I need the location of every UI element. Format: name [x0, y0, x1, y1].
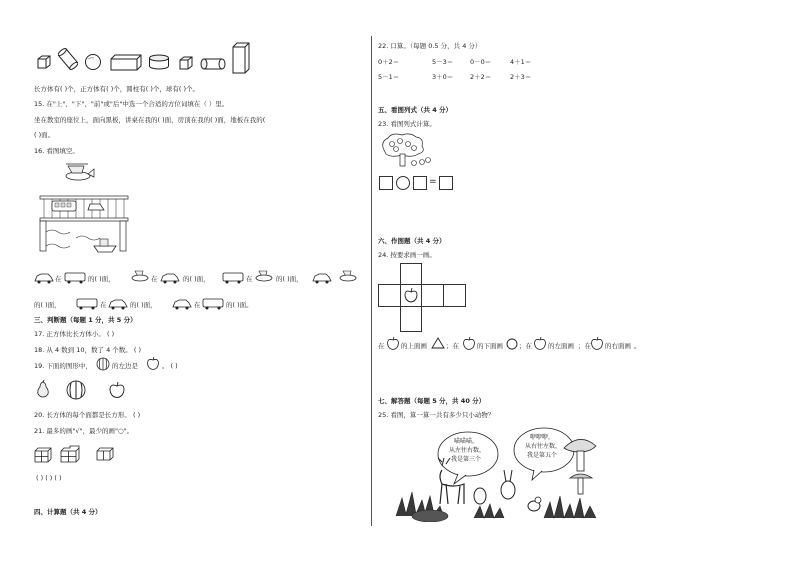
calc-r1-4: 4＋1＝	[510, 58, 532, 66]
q16-r2-b: 在	[100, 301, 107, 309]
plane-icon	[130, 270, 150, 284]
apple-icon	[403, 287, 419, 303]
q23-title: 23. 看图列式计算。	[378, 120, 436, 128]
q24-t2: ；在	[446, 342, 459, 350]
car-icon	[160, 272, 180, 284]
q15-line1: 坐在教室的座位上，面向黑板，讲桌在我的( )面，房顶在我的( )面，地板在我的(	[34, 116, 266, 124]
q24-t8: 。	[634, 342, 641, 350]
apple-icon	[590, 336, 604, 351]
plane-icon	[254, 270, 274, 284]
ball-icon	[84, 53, 102, 71]
q16-r1-f: 的( )面，	[276, 275, 303, 283]
plane-icon	[66, 164, 94, 180]
q24-t4: ；在	[519, 342, 532, 350]
bubble-left-line1: 喵喵喵，	[454, 438, 479, 445]
bus-icon	[202, 298, 224, 310]
cube-icon	[178, 55, 194, 71]
q24-t5: 的左面画	[548, 342, 574, 350]
apple-icon	[386, 336, 400, 351]
calc-r1-1: 0＋2＝	[378, 58, 400, 66]
q24-t7: 的右面画	[605, 342, 631, 350]
watermelon-icon	[96, 357, 110, 371]
q16-r2-a: 的( )面，	[34, 301, 61, 309]
animal-scene	[394, 426, 600, 522]
car-icon	[172, 298, 192, 310]
calc-r1-3: 0－0＝	[470, 58, 492, 66]
q17: 17. 正方体比长方体小。 ( )	[34, 330, 115, 338]
cube-icon	[36, 54, 52, 70]
q19-end: 。 ( )	[162, 362, 178, 370]
q19: 19. 下面的图形中，	[34, 362, 92, 370]
q16-r1-b: 的( )面，	[88, 275, 115, 283]
net-bottom-cell[interactable]	[400, 306, 422, 332]
cylinder-icon	[200, 58, 226, 70]
q24-t6: ；在	[578, 342, 591, 350]
calc-r2-2: 3＋0＝	[432, 73, 454, 81]
calc-r2-3: 2＋2＝	[470, 73, 492, 81]
answer-box-1[interactable]	[379, 176, 393, 190]
q16-r1-d: 的( )面，	[183, 275, 210, 283]
q16-r1-c: 在	[151, 275, 158, 283]
q21-answer-marks: ( ) ( ) ( )	[36, 474, 62, 482]
plane-icon	[338, 270, 358, 284]
q20: 20. 长方体的每个面都是长方形。 ( )	[34, 411, 141, 419]
calc-r2-1: 5－1＝	[378, 73, 400, 81]
cylinder-icon	[58, 48, 78, 70]
q25-title: 25. 看图，算一算一共有多少只小动物？	[378, 411, 495, 419]
q15-title: 15. 在"上"、"下"、"前"或"后"中选一个合适的方位词填在（ ）里。	[34, 100, 229, 108]
watermelon-icon	[66, 380, 86, 400]
q15-line2: ( )面。	[34, 131, 55, 139]
net-top-cell[interactable]	[400, 263, 422, 285]
q18: 18. 从 4 数到 10，数了 4 个数。 ( )	[34, 346, 141, 354]
q24-title: 24. 按要求画一画。	[378, 251, 436, 259]
q16-r2-c: 的( )面，	[130, 301, 157, 309]
net-left-cell[interactable]	[378, 284, 401, 307]
q16-r1-a: 在	[55, 275, 62, 283]
cuboid-icon	[110, 54, 142, 71]
answer-circle-operator[interactable]	[396, 176, 410, 190]
q24-t0: 在	[378, 342, 385, 350]
equals-sign: =	[429, 177, 437, 187]
section-3-title: 三、判断题（每题 1 分，共 5 分）	[34, 316, 137, 324]
section-5-title: 五、看图列式（共 4 分）	[378, 106, 453, 114]
calc-r1-2: 5－3＝	[432, 58, 454, 66]
bubble-right-line2: 从右往左数，	[525, 443, 562, 450]
q22-title: 22. 口算。（每题 0.5 分，共 4 分）	[378, 42, 482, 50]
column-divider	[371, 36, 372, 526]
net-right-far-cell[interactable]	[443, 284, 466, 307]
section-7-title: 七、解答题（每题 5 分，共 40 分）	[378, 397, 486, 405]
apple-icon	[146, 356, 160, 371]
q24-t1: 的上面画	[401, 342, 427, 350]
q16-r1-e: 在	[246, 275, 253, 283]
q21: 21. 最多的画"√"，最少的画"○"。	[34, 427, 134, 435]
apple-icon	[533, 336, 547, 351]
q16-title: 16. 看图填空。	[34, 147, 79, 155]
section-6-title: 六、作图题（共 4 分）	[378, 237, 446, 245]
q14-blanks: 长方体有( )个，正方体有( )个，圆柱有( )个，球有( )个。	[34, 85, 200, 93]
triangle-icon	[431, 337, 445, 349]
calc-r2-4: 2＋3＝	[510, 73, 532, 81]
car-icon	[34, 272, 54, 284]
bubble-left-line2: 从左往右数，	[449, 447, 486, 454]
section-4-title: 四、计算题（共 4 分）	[34, 508, 102, 516]
apple-icon	[462, 336, 476, 351]
bus-icon	[222, 272, 244, 284]
bus-icon	[76, 298, 98, 310]
cylinder-icon	[148, 54, 170, 70]
bubble-right-line1: 咿咿咿，	[530, 434, 555, 441]
tree-icon	[378, 132, 434, 168]
cube-stack-a	[34, 447, 52, 463]
bubble-left-line3: 我是第三个	[451, 456, 482, 463]
answer-box-2[interactable]	[413, 176, 427, 190]
q16-r2-d: 在	[194, 301, 201, 309]
car-icon	[108, 298, 128, 310]
q24-t3: 的下面画	[477, 342, 503, 350]
bus-icon	[64, 272, 86, 284]
apple-icon	[108, 381, 126, 399]
cube-stack-b	[60, 445, 80, 463]
answer-box-3[interactable]	[439, 176, 453, 190]
cube-stack-c	[96, 447, 114, 461]
bubble-right-line3: 我是第五个	[527, 452, 558, 459]
car-icon	[312, 272, 332, 284]
q16-r2-e: 的( )面。	[226, 301, 253, 309]
pear-icon	[36, 380, 50, 398]
circle-icon	[506, 338, 518, 350]
cuboid-icon	[232, 42, 250, 74]
scene-illustration	[38, 160, 130, 260]
net-right-cell[interactable]	[421, 284, 444, 307]
q19-middle: 的左边是	[112, 362, 138, 370]
